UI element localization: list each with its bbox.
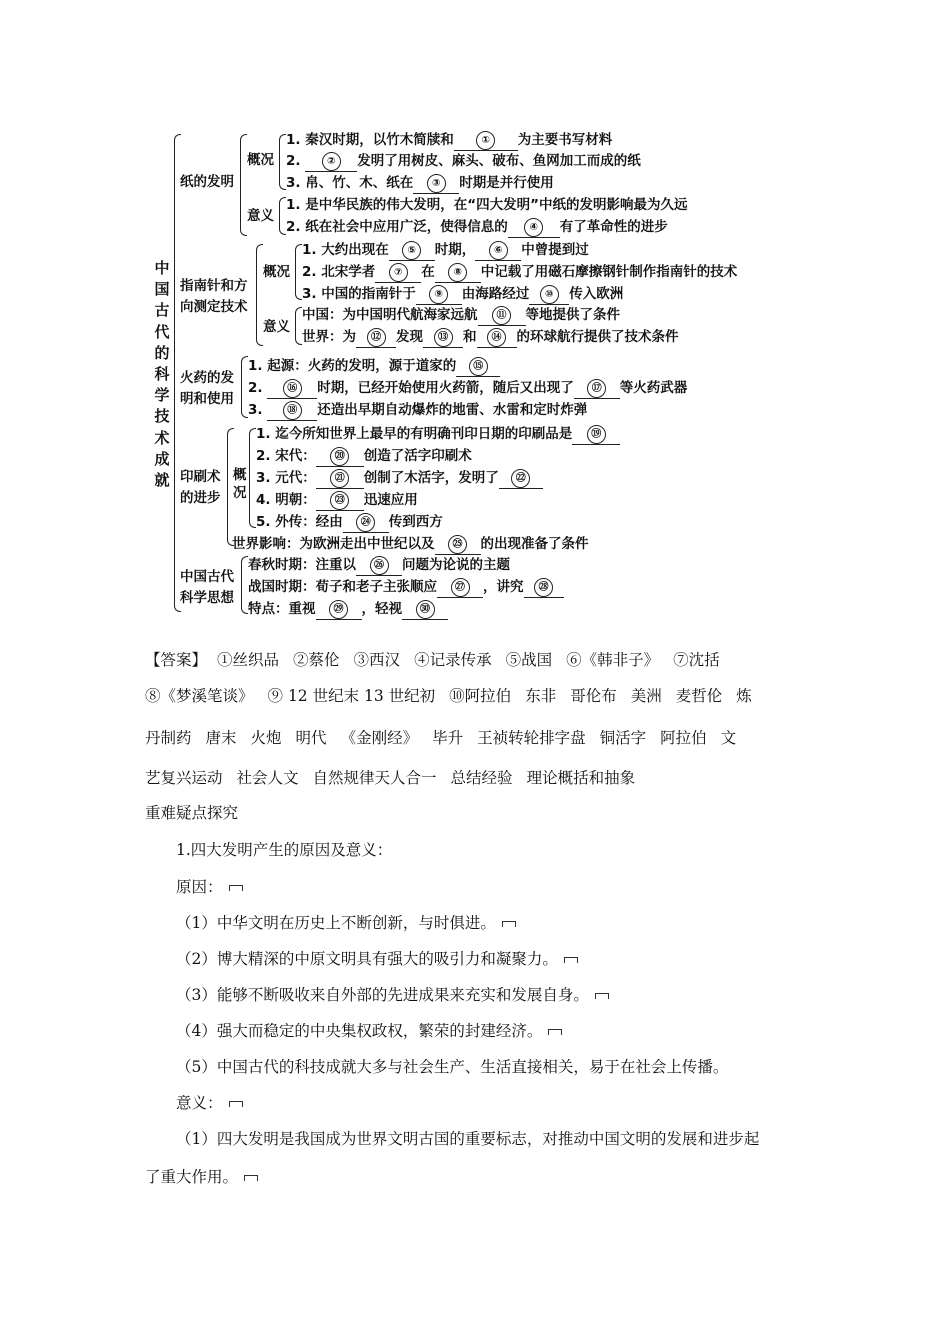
diagram-title: 中 国 古 代 的 科 学 技 术 成 就 (154, 259, 170, 490)
answers-line-1: 【答案】 ①丝织品 ②蔡伦 ③西汉 ④记录传承 ⑤战国 ⑥《韩非子》 ⑦沈括 (145, 651, 720, 669)
printing-world-line: 世界影响：为欧洲走出中世纪以及 ㉕ 的出现准备了条件 (232, 534, 589, 555)
compass-meaning-line-1: 中国：为中国明代航海家远航 ⑪ 等地提供了条件 (302, 305, 620, 326)
gunpowder-line-3: 3. ⑱ 还造出早期自动爆炸的地雷、水雷和定时炸弹 (248, 400, 587, 421)
printing-overview-label: 概 况 (233, 467, 247, 501)
topic-gunpowder: 火药的发 明和使用 (180, 370, 234, 407)
thought-line-3: 特点：重视 ㉙ ，轻视 ㉚ (248, 599, 448, 620)
compass-overview-line-1: 1. 大约出现在 ⑤ 时期， ⑥ 中曾提到过 (302, 240, 589, 261)
topic-compass: 指南针和方 向测定技术 (180, 278, 248, 315)
thought-line-2: 战国时期：荀子和老子主张顺应 ㉗ ，讲究 ㉘ (248, 577, 564, 598)
compass-brace (256, 244, 263, 346)
topic-thought: 中国古代 科学思想 (180, 569, 234, 606)
gunpowder-line-1: 1. 起源：火药的发明，源于道家的 ⑮ (248, 356, 500, 377)
compass-meaning-brace (295, 307, 302, 345)
printing-line-4: 4. 明朝： ㉓ 迅速应用 (256, 490, 418, 511)
reason-3: （3）能够不断吸收来自外部的先进成果来充实和发展自身。 (176, 985, 609, 1005)
meaning-1-line-1: （1）四大发明是我国成为世界文明古国的重要标志，对推动中国文明的发展和进步起 (176, 1130, 760, 1148)
gunpowder-brace (241, 356, 248, 418)
reason-label: 原因： (176, 877, 243, 897)
mark-icon (244, 1175, 258, 1181)
reason-1: （1）中华文明在历史上不断创新，与时俱进。 (176, 913, 516, 933)
mark-icon (229, 1101, 243, 1107)
paper-meaning-line-1: 1. 是中华民族的伟大发明，在“四大发明”中纸的发明影响最为久远 (286, 197, 688, 213)
answers-label: 【答案】 (145, 651, 208, 669)
compass-overview-label: 概况 (263, 264, 290, 280)
paper-overview-label: 概况 (247, 152, 274, 168)
reason-4: （4）强大而稳定的中央集权政权，繁荣的封建经济。 (176, 1021, 562, 1041)
compass-overview-line-2: 2. 北宋学者 ⑦ 在 ⑧ 中记载了用磁石摩擦钢针制作指南针的技术 (302, 262, 737, 283)
compass-overview-brace (295, 244, 302, 300)
paper-brace (240, 134, 247, 236)
answers-line-2: ⑧《梦溪笔谈》 ⑨ 12 世纪末 13 世纪初 ⑩阿拉伯 东非 哥伦布 美洲 麦哲伦 炼 (145, 687, 752, 705)
paper-overview-line-2: 2. ② 发明了用树皮、麻头、破布、鱼网加工而成的纸 (286, 151, 641, 172)
printing-line-5: 5. 外传：经由 ㉔ 传到西方 (256, 512, 443, 533)
paper-overview-line-3: 3. 帛、竹、木、纸在 ③ 时期是并行使用 (286, 173, 554, 194)
question-1: 1.四大发明产生的原因及意义： (176, 841, 393, 859)
compass-meaning-line-2: 世界：为 ⑫ 发现 ⑬ 和 ⑭ 的环球航行提供了技术条件 (302, 327, 679, 348)
reason-2: （2）博大精深的中原文明具有强大的吸引力和凝聚力。 (176, 949, 578, 969)
paper-overview-brace (279, 134, 286, 190)
printing-line-1: 1. 迄今所知世界上最早的有明确刊印日期的印刷品是 ⑲ (256, 424, 620, 445)
answers-line-3: 丹制药 唐末 火炮 明代 《金刚经》 毕升 王祯转轮排字盘 铜活字 阿拉伯 文 (145, 729, 737, 747)
thought-brace (241, 556, 248, 614)
compass-overview-line-3: 3. 中国的指南针于 ⑨ 由海路经过 ⑩ 传入欧洲 (302, 284, 623, 305)
printing-overview-brace (249, 428, 256, 528)
printing-line-2: 2. 宋代： ⑳ 创造了活字印刷术 (256, 446, 472, 467)
gunpowder-line-2: 2. ⑯ 时期，已经开始使用火药箭，随后又出现了 ⑰ 等火药武器 (248, 378, 687, 399)
reason-5: （5）中国古代的科技成就大多与社会生产、生活直接相关，易于在社会上传播。 (176, 1058, 729, 1076)
topic-printing: 印刷术 的进步 (180, 469, 221, 506)
paper-overview-line-1: 1. 秦汉时期，以竹木简牍和 ① 为主要书写材料 (286, 130, 612, 151)
paper-meaning-label: 意义 (247, 208, 274, 224)
printing-line-3: 3. 元代： ㉑ 创制了木活字，发明了 ㉒ (256, 468, 543, 489)
topic-paper: 纸的发明 (180, 174, 234, 190)
mark-icon (502, 921, 516, 927)
paper-meaning-line-2: 2. 纸在社会中应用广泛，使得信息的 ④ 有了革命性的进步 (286, 217, 668, 238)
mark-icon (595, 993, 609, 999)
mark-icon (229, 885, 243, 891)
mark-icon (564, 957, 578, 963)
thought-line-1: 春秋时期：注重以 ㉖ 问题为论说的主题 (248, 555, 510, 576)
mark-icon (548, 1029, 562, 1035)
answers-line-4: 艺复兴运动 社会人文 自然规律天人合一 总结经验 理论概括和抽象 (145, 769, 636, 787)
paper-meaning-brace (279, 197, 286, 235)
meaning-1-line-2: 了重大作用。 (145, 1167, 258, 1187)
compass-meaning-label: 意义 (263, 319, 290, 335)
meaning-label: 意义： (176, 1093, 243, 1113)
section-heading: 重难疑点探究 (145, 804, 239, 822)
